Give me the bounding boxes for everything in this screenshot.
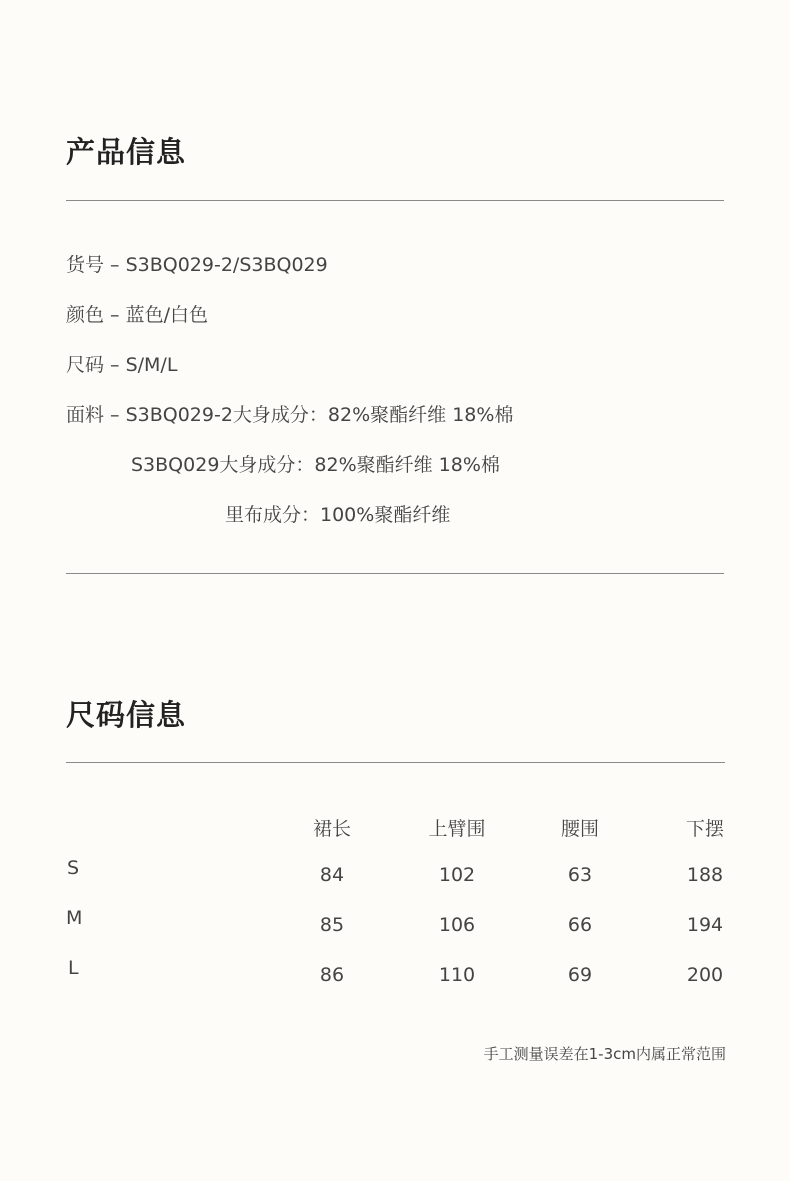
- header-hem: 下摆: [685, 818, 724, 840]
- cell-waist: 63: [567, 864, 593, 886]
- divider-product-bottom: [66, 573, 724, 574]
- header-skirt-length: 裙长: [312, 818, 351, 840]
- cell-skirt-length: 84: [319, 864, 345, 886]
- cell-hem: 188: [686, 864, 724, 886]
- cell-upper-arm: 110: [438, 964, 476, 986]
- cell-waist: 66: [567, 914, 593, 936]
- measurement-note: 手工测量误差在1-3cm内属正常范围: [483, 1045, 726, 1063]
- fabric-line-1: 面料 – S3BQ029-2大身成分：82%聚酯纤维 18%棉: [66, 404, 514, 426]
- cell-skirt-length: 85: [319, 914, 345, 936]
- product-info-title: 产品信息: [66, 135, 187, 169]
- size-info-title: 尺码信息: [66, 698, 187, 732]
- cell-hem: 194: [686, 914, 724, 936]
- size-label: S: [67, 857, 80, 879]
- fabric-line-3: 里布成分：100%聚酯纤维: [225, 504, 451, 526]
- cell-upper-arm: 102: [438, 864, 476, 886]
- cell-skirt-length: 86: [319, 964, 345, 986]
- item-number: 货号 – S3BQ029-2/S3BQ029: [66, 254, 328, 276]
- size-label: M: [66, 907, 83, 929]
- header-upper-arm: 上臂围: [428, 818, 486, 840]
- cell-hem: 200: [686, 964, 724, 986]
- divider-top: [66, 200, 724, 201]
- divider-size: [66, 762, 725, 763]
- header-waist: 腰围: [560, 818, 599, 840]
- cell-waist: 69: [567, 964, 593, 986]
- size-label: L: [68, 957, 79, 979]
- cell-upper-arm: 106: [438, 914, 476, 936]
- size-line: 尺码 – S/M/L: [66, 354, 178, 376]
- fabric-line-2: S3BQ029大身成分：82%聚酯纤维 18%棉: [131, 454, 500, 476]
- color-line: 颜色 – 蓝色/白色: [66, 304, 208, 326]
